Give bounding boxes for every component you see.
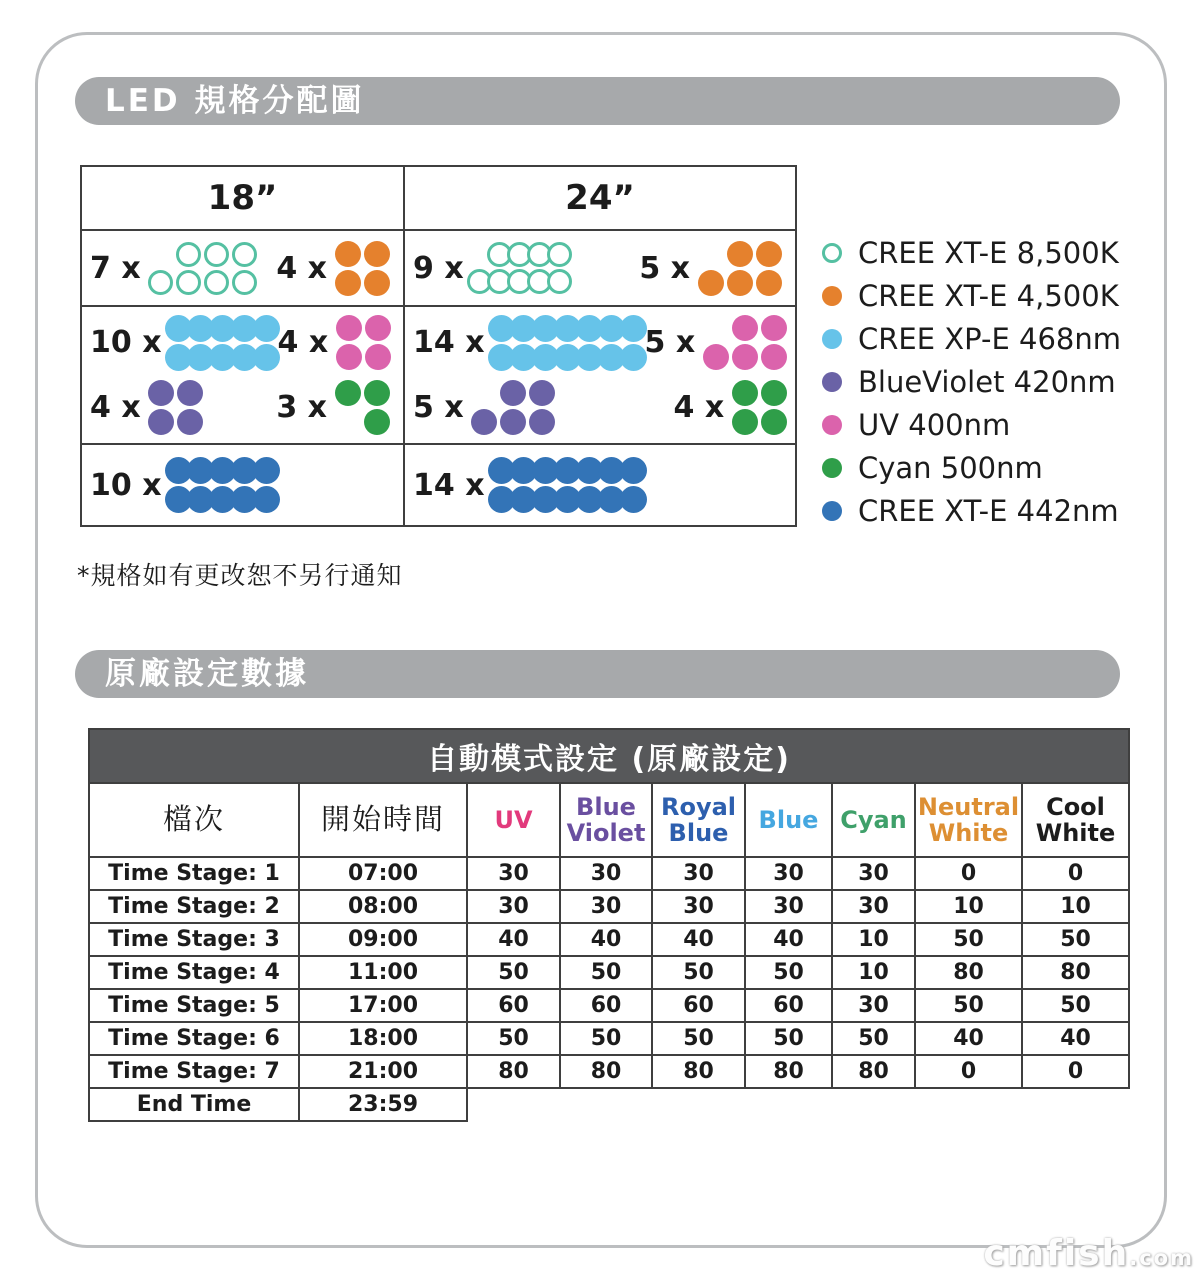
led-group bbox=[645, 314, 789, 372]
led-dot-row bbox=[491, 314, 645, 343]
led-dot-row bbox=[696, 268, 783, 297]
legend-item bbox=[822, 274, 1121, 317]
time-cell: 07:00 bbox=[299, 857, 467, 890]
stage-cell: Time Stage: 6 bbox=[89, 1022, 299, 1055]
led-dot bbox=[732, 380, 758, 406]
stage-cell: Time Stage: 7 bbox=[89, 1055, 299, 1088]
led-dot-row bbox=[333, 268, 391, 297]
value-cell: 50 bbox=[467, 956, 560, 989]
led-count-label: 4 x bbox=[276, 250, 327, 286]
legend-label: UV 400nm bbox=[858, 407, 1011, 442]
column-header-line: Violet bbox=[566, 819, 646, 847]
led-dot bbox=[365, 344, 391, 370]
led-count-label: 4 x bbox=[277, 325, 329, 361]
led-group bbox=[276, 378, 391, 436]
value-cell: 50 bbox=[467, 1022, 560, 1055]
led-count-label: 5 x bbox=[639, 250, 690, 286]
column-header-line: 開始時間 bbox=[320, 802, 445, 837]
led-dot bbox=[732, 315, 758, 341]
led-group bbox=[90, 456, 278, 514]
value-cell: 40 bbox=[652, 923, 745, 956]
stage-cell: Time Stage: 3 bbox=[89, 923, 299, 956]
legend-dot-outline bbox=[822, 243, 842, 263]
led-dot-row bbox=[491, 456, 645, 485]
led-cell-line bbox=[405, 314, 800, 372]
led-group bbox=[674, 378, 789, 436]
led-table-cell bbox=[405, 231, 795, 305]
value-cell: 10 bbox=[1022, 890, 1129, 923]
column-header-line: Cyan bbox=[840, 805, 907, 834]
led-dot bbox=[253, 457, 280, 484]
led-table-cell bbox=[82, 307, 405, 443]
led-dot-row bbox=[147, 378, 205, 407]
led-dot-row bbox=[470, 407, 557, 436]
value-cell: 60 bbox=[652, 989, 745, 1022]
led-dot-row bbox=[147, 268, 259, 296]
time-cell: 21:00 bbox=[299, 1055, 467, 1088]
led-cell-line bbox=[405, 378, 800, 436]
led-group bbox=[413, 314, 645, 372]
led-dot-grid bbox=[491, 314, 645, 372]
led-dot bbox=[500, 409, 526, 435]
auto-table-column-header bbox=[89, 783, 299, 857]
value-cell: 30 bbox=[652, 857, 745, 890]
led-dot-outline bbox=[176, 270, 201, 295]
value-cell: 50 bbox=[915, 989, 1022, 1022]
led-dot-grid bbox=[147, 240, 259, 296]
led-dot bbox=[529, 409, 555, 435]
led-cell-line bbox=[405, 456, 795, 514]
section-title-factory-settings: 原廠設定數據 bbox=[75, 650, 1120, 698]
auto-table-column-header bbox=[652, 783, 745, 857]
value-cell: 50 bbox=[745, 956, 832, 989]
led-dot-row bbox=[730, 378, 788, 407]
stage-cell: Time Stage: 2 bbox=[89, 890, 299, 923]
value-cell: 0 bbox=[1022, 857, 1129, 890]
value-cell: 40 bbox=[915, 1022, 1022, 1055]
led-dot-row bbox=[333, 239, 391, 268]
led-dot bbox=[756, 241, 782, 267]
value-cell: 50 bbox=[1022, 923, 1129, 956]
led-dot-row bbox=[147, 407, 205, 436]
led-count-label: 3 x bbox=[276, 389, 327, 425]
legend-dot bbox=[822, 415, 842, 435]
auto-table-row bbox=[89, 1055, 1129, 1088]
led-dot-grid bbox=[491, 456, 645, 514]
value-cell: 40 bbox=[745, 923, 832, 956]
led-dot-row bbox=[701, 343, 788, 372]
led-table-header-24inch: 24” bbox=[565, 178, 635, 218]
value-cell: 80 bbox=[467, 1055, 560, 1088]
led-dot-outline bbox=[204, 242, 229, 267]
led-group bbox=[276, 239, 391, 297]
led-dot-row bbox=[334, 343, 392, 372]
led-dot bbox=[756, 270, 782, 296]
led-dot bbox=[761, 409, 787, 435]
led-dot bbox=[620, 457, 647, 484]
led-dot bbox=[253, 315, 280, 342]
led-dot-grid bbox=[470, 378, 557, 436]
legend-item bbox=[822, 317, 1121, 360]
auto-table-column-header bbox=[299, 783, 467, 857]
value-cell: 30 bbox=[560, 857, 652, 890]
value-cell: 30 bbox=[745, 857, 832, 890]
column-header-line: Neutral bbox=[917, 792, 1020, 821]
value-cell: 0 bbox=[1022, 1055, 1129, 1088]
legend-item bbox=[822, 231, 1121, 274]
auto-table-column-header bbox=[560, 783, 652, 857]
led-dot-row bbox=[168, 456, 278, 485]
auto-table-column-header bbox=[467, 783, 560, 857]
value-cell: 30 bbox=[832, 857, 915, 890]
time-cell: 11:00 bbox=[299, 956, 467, 989]
led-dot-row bbox=[333, 378, 391, 407]
led-dot-row bbox=[168, 343, 278, 372]
led-dot bbox=[253, 486, 280, 513]
led-dot-row bbox=[333, 407, 391, 436]
led-dot-grid bbox=[168, 314, 278, 372]
led-table-header-row bbox=[82, 167, 795, 231]
led-dot-row bbox=[701, 314, 788, 343]
auto-table-column-header bbox=[1022, 783, 1129, 857]
led-count-label: 4 x bbox=[673, 389, 725, 425]
value-cell: 60 bbox=[560, 989, 652, 1022]
led-group bbox=[90, 314, 278, 372]
led-dot-outline bbox=[148, 270, 173, 295]
value-cell: 80 bbox=[915, 956, 1022, 989]
column-header-line: Blue bbox=[668, 819, 729, 847]
column-header-line: 檔次 bbox=[162, 802, 225, 837]
column-header-line: White bbox=[1035, 819, 1116, 847]
led-dot-row bbox=[730, 407, 788, 436]
led-dot-grid bbox=[333, 239, 391, 297]
stage-cell: Time Stage: 1 bbox=[89, 857, 299, 890]
time-cell: 09:00 bbox=[299, 923, 467, 956]
column-header-line: Royal bbox=[660, 792, 737, 821]
led-dot-outline bbox=[204, 270, 229, 295]
led-dot bbox=[364, 241, 390, 267]
legend-label: CREE XT-E 442nm bbox=[858, 493, 1119, 528]
led-dot-outline bbox=[547, 269, 572, 294]
led-dot bbox=[177, 409, 203, 435]
led-dot-row bbox=[470, 241, 570, 268]
led-dot-grid bbox=[696, 239, 783, 297]
value-cell: 40 bbox=[467, 923, 560, 956]
led-dot bbox=[529, 380, 555, 406]
led-dot bbox=[500, 380, 526, 406]
led-group bbox=[413, 456, 645, 514]
legend-item bbox=[822, 403, 1121, 446]
value-cell: 30 bbox=[467, 890, 560, 923]
led-dot bbox=[727, 270, 753, 296]
section-title-led-spec: LED 規格分配圖 bbox=[75, 77, 1120, 125]
legend-dot bbox=[822, 458, 842, 478]
value-cell: 60 bbox=[467, 989, 560, 1022]
auto-table-row bbox=[89, 989, 1129, 1022]
led-dot bbox=[148, 380, 174, 406]
column-header-line: White bbox=[928, 819, 1009, 847]
led-dot-grid bbox=[333, 378, 391, 436]
led-cell-line bbox=[405, 239, 795, 297]
value-cell: 50 bbox=[915, 923, 1022, 956]
legend-dot bbox=[822, 372, 842, 392]
led-dot bbox=[761, 315, 787, 341]
led-table-header-18inch: 18” bbox=[82, 167, 405, 229]
led-table-cell bbox=[405, 445, 795, 525]
legend-item bbox=[822, 446, 1121, 489]
value-cell: 50 bbox=[745, 1022, 832, 1055]
value-cell: 50 bbox=[560, 956, 652, 989]
value-cell: 50 bbox=[1022, 989, 1129, 1022]
column-header-line: Blue bbox=[758, 805, 819, 834]
led-table-row bbox=[82, 445, 795, 525]
led-dot bbox=[732, 409, 758, 435]
led-dot-row bbox=[168, 314, 278, 343]
auto-table-row bbox=[89, 923, 1129, 956]
led-dot-row bbox=[470, 268, 570, 295]
led-table-cell bbox=[82, 445, 405, 525]
led-dot-outline bbox=[547, 242, 572, 267]
value-cell: 10 bbox=[832, 923, 915, 956]
value-cell: 50 bbox=[652, 956, 745, 989]
led-dot bbox=[471, 409, 497, 435]
led-count-label: 5 x bbox=[413, 389, 464, 425]
auto-table-column-header bbox=[915, 783, 1022, 857]
legend-dot bbox=[822, 286, 842, 306]
led-dot bbox=[335, 241, 361, 267]
value-cell: 30 bbox=[832, 890, 915, 923]
led-dot bbox=[732, 344, 758, 370]
value-cell: 30 bbox=[652, 890, 745, 923]
value-cell: 30 bbox=[832, 989, 915, 1022]
led-spec-table bbox=[80, 165, 797, 527]
auto-table-row bbox=[89, 890, 1129, 923]
value-cell: 50 bbox=[832, 1022, 915, 1055]
led-dot-grid bbox=[701, 314, 788, 372]
auto-table-row bbox=[89, 956, 1129, 989]
value-cell: 80 bbox=[1022, 956, 1129, 989]
legend-label: BlueViolet 420nm bbox=[858, 364, 1116, 399]
legend-item bbox=[822, 489, 1121, 532]
legend-label: CREE XT-E 8,500K bbox=[858, 235, 1119, 270]
time-cell: 17:00 bbox=[299, 989, 467, 1022]
value-cell: 60 bbox=[745, 989, 832, 1022]
value-cell: 10 bbox=[915, 890, 1022, 923]
led-dot-row bbox=[491, 343, 645, 372]
led-table-row bbox=[82, 231, 795, 307]
led-dot bbox=[336, 344, 362, 370]
value-cell: 50 bbox=[652, 1022, 745, 1055]
value-cell: 30 bbox=[560, 890, 652, 923]
led-dot bbox=[364, 380, 390, 406]
led-cell-line bbox=[82, 456, 403, 514]
led-dot bbox=[698, 270, 724, 296]
led-dot-row bbox=[334, 314, 392, 343]
value-cell: 30 bbox=[467, 857, 560, 890]
empty-cell bbox=[467, 1088, 1129, 1121]
led-dot-row bbox=[491, 485, 645, 514]
time-cell: 08:00 bbox=[299, 890, 467, 923]
column-header-line: Cool bbox=[1046, 792, 1105, 821]
led-dot-grid bbox=[334, 314, 392, 372]
led-dot bbox=[727, 241, 753, 267]
time-cell: 18:00 bbox=[299, 1022, 467, 1055]
led-dot bbox=[703, 344, 729, 370]
auto-table-column-header bbox=[745, 783, 832, 857]
led-dot-outline bbox=[232, 242, 257, 267]
led-group bbox=[90, 378, 205, 436]
led-dot-grid bbox=[470, 241, 570, 295]
led-dot bbox=[620, 486, 647, 513]
led-dot bbox=[761, 344, 787, 370]
legend-dot bbox=[822, 501, 842, 521]
value-cell: 80 bbox=[832, 1055, 915, 1088]
value-cell: 80 bbox=[745, 1055, 832, 1088]
auto-table-row bbox=[89, 857, 1129, 890]
led-group bbox=[639, 239, 783, 297]
led-legend bbox=[822, 231, 1121, 532]
value-cell: 40 bbox=[560, 923, 652, 956]
stage-cell: Time Stage: 4 bbox=[89, 956, 299, 989]
led-table-row bbox=[82, 307, 795, 445]
led-dot bbox=[364, 409, 390, 435]
led-dot bbox=[364, 270, 390, 296]
led-dot-row bbox=[147, 240, 259, 268]
led-group bbox=[278, 314, 393, 372]
led-table-cell bbox=[405, 307, 800, 443]
led-dot bbox=[365, 315, 391, 341]
led-dot-row bbox=[168, 485, 278, 514]
led-group bbox=[413, 241, 570, 295]
led-group bbox=[90, 240, 259, 296]
value-cell: 0 bbox=[915, 1055, 1022, 1088]
legend-label: Cyan 500nm bbox=[858, 450, 1043, 485]
time-cell: 23:59 bbox=[299, 1088, 467, 1121]
led-dot bbox=[253, 344, 280, 371]
led-count-label: 7 x bbox=[90, 250, 141, 286]
led-dot bbox=[335, 380, 361, 406]
value-cell: 10 bbox=[832, 956, 915, 989]
led-dot-row bbox=[696, 239, 783, 268]
value-cell: 40 bbox=[1022, 1022, 1129, 1055]
led-count-label: 14 x bbox=[413, 325, 485, 361]
column-header-line: Blue bbox=[576, 792, 636, 821]
legend-item bbox=[822, 360, 1121, 403]
led-count-label: 5 x bbox=[644, 325, 696, 361]
led-dot bbox=[620, 315, 647, 342]
led-count-label: 10 x bbox=[90, 467, 162, 503]
auto-table-header-row bbox=[89, 783, 1129, 857]
stage-cell: Time Stage: 5 bbox=[89, 989, 299, 1022]
led-group bbox=[413, 378, 557, 436]
led-dot bbox=[177, 380, 203, 406]
led-table-cell bbox=[82, 231, 405, 305]
led-dot-grid bbox=[147, 378, 205, 436]
legend-label: CREE XT-E 4,500K bbox=[858, 278, 1119, 313]
auto-table-title-row bbox=[89, 729, 1129, 783]
led-dot-grid bbox=[168, 456, 278, 514]
led-cell-line bbox=[82, 378, 403, 436]
led-dot-outline bbox=[232, 270, 257, 295]
legend-dot bbox=[822, 329, 842, 349]
auto-table-row bbox=[89, 1088, 1129, 1121]
auto-table-title: 自動模式設定 (原廠設定) bbox=[89, 729, 1129, 783]
led-cell-line bbox=[82, 239, 403, 297]
watermark-main: cmfish bbox=[983, 1233, 1130, 1274]
column-header-line: UV bbox=[494, 805, 533, 834]
led-dot bbox=[335, 270, 361, 296]
watermark bbox=[983, 1233, 1194, 1274]
stage-cell: End Time bbox=[89, 1088, 299, 1121]
led-dot bbox=[336, 315, 362, 341]
led-count-label: 14 x bbox=[413, 467, 485, 503]
led-count-label: 10 x bbox=[90, 325, 162, 361]
led-dot bbox=[761, 380, 787, 406]
watermark-suffix: .com bbox=[1129, 1246, 1194, 1270]
auto-mode-settings-table bbox=[88, 728, 1130, 1122]
value-cell: 80 bbox=[652, 1055, 745, 1088]
led-dot bbox=[148, 409, 174, 435]
led-dot-outline bbox=[176, 242, 201, 267]
auto-table-row bbox=[89, 1022, 1129, 1055]
led-dot-row bbox=[470, 378, 557, 407]
led-count-label: 9 x bbox=[413, 250, 464, 286]
value-cell: 80 bbox=[560, 1055, 652, 1088]
led-cell-line bbox=[82, 314, 403, 372]
value-cell: 0 bbox=[915, 857, 1022, 890]
value-cell: 30 bbox=[745, 890, 832, 923]
led-count-label: 4 x bbox=[90, 389, 141, 425]
spec-change-note: *規格如有更改恕不另行通知 bbox=[77, 561, 403, 590]
legend-label: CREE XP-E 468nm bbox=[858, 321, 1121, 356]
led-dot-grid bbox=[730, 378, 788, 436]
led-dot bbox=[620, 344, 647, 371]
auto-table-column-header bbox=[832, 783, 915, 857]
value-cell: 50 bbox=[560, 1022, 652, 1055]
